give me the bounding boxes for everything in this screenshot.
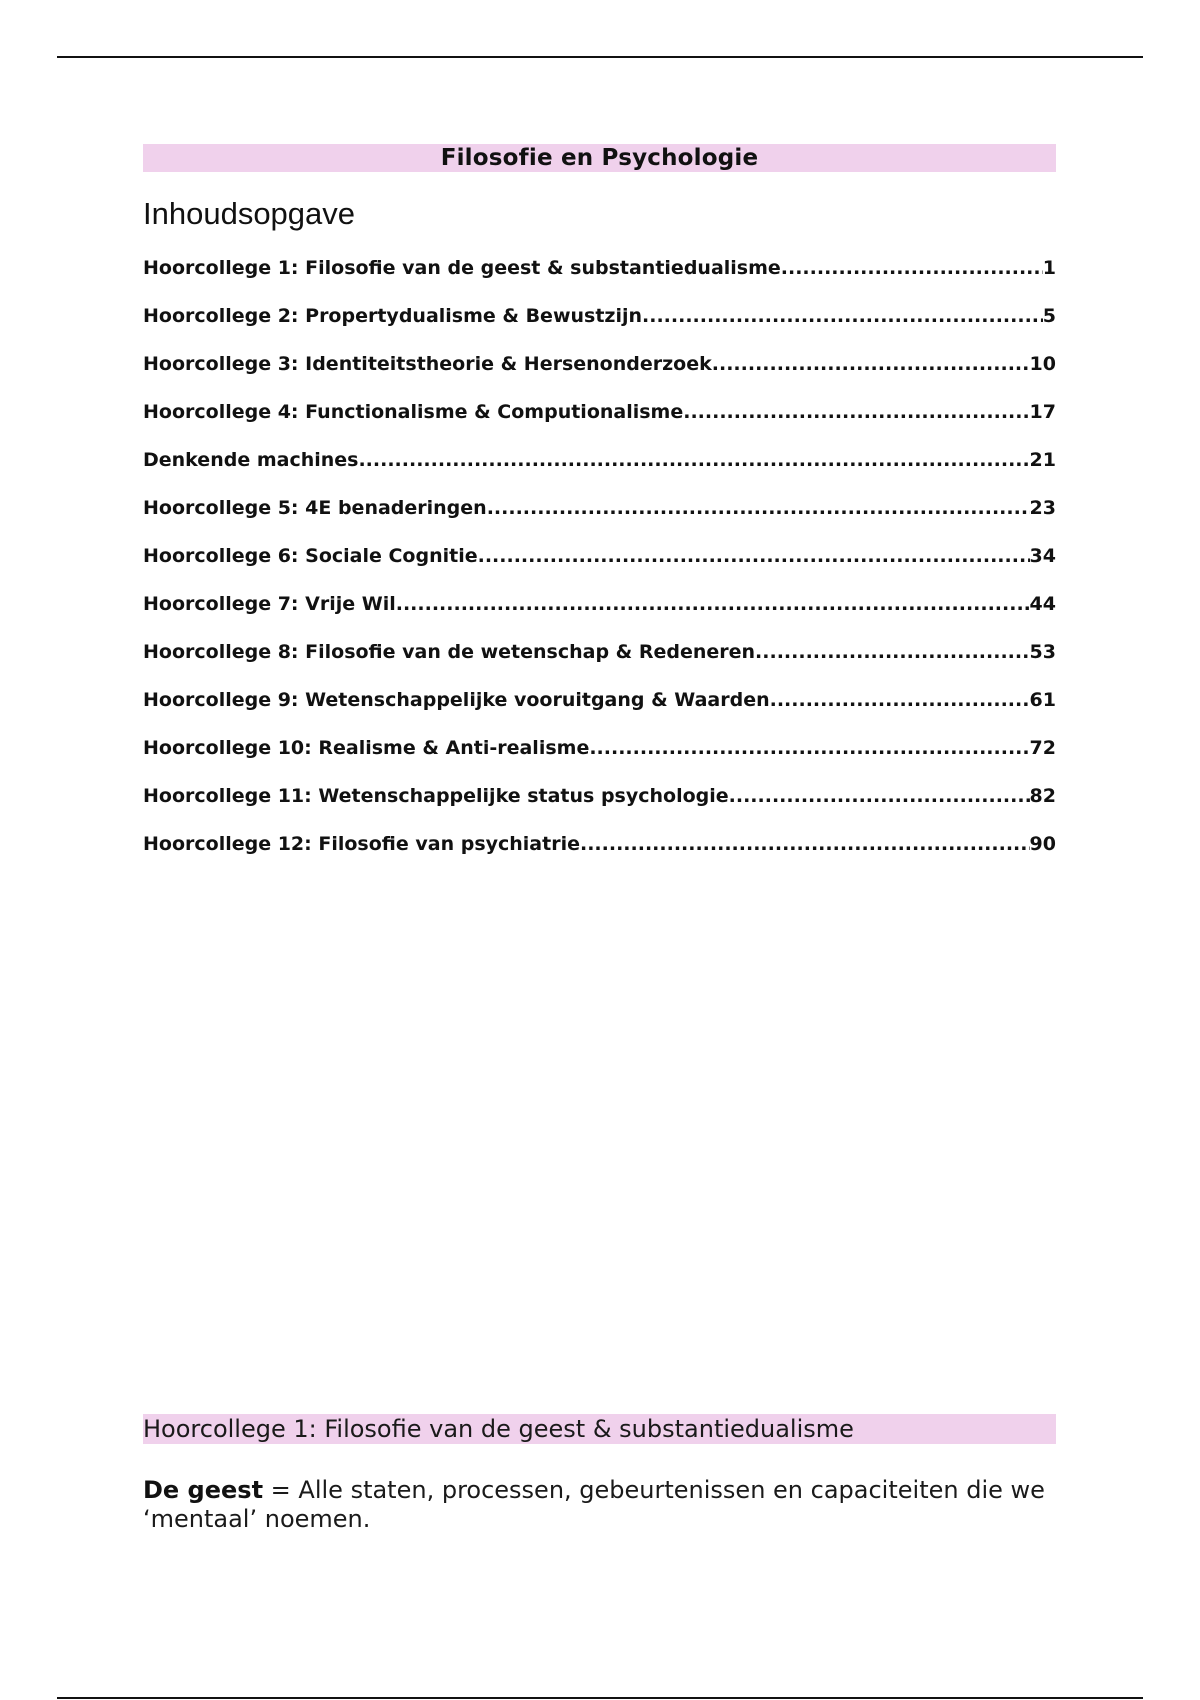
toc-entry[interactable] <box>143 396 1056 444</box>
footer-rule <box>57 1697 1143 1699</box>
toc-entry-title: Hoorcollege 5: 4E benaderingen <box>143 497 487 519</box>
toc-entry[interactable] <box>143 732 1056 780</box>
toc-entry-page: 1 <box>1042 257 1056 279</box>
toc-dot-leader <box>487 492 1030 524</box>
toc-entry-title: Hoorcollege 3: Identiteitstheorie & Hersenonderzoek <box>143 353 712 375</box>
toc-entry-page: 61 <box>1029 689 1056 711</box>
toc-dot-leader <box>729 780 1030 812</box>
toc-entry[interactable] <box>143 444 1056 492</box>
toc-entry-title: Hoorcollege 12: Filosofie van psychiatrie <box>143 833 580 855</box>
toc-dot-leader <box>589 732 1029 764</box>
toc-entry-title: Hoorcollege 1: Filosofie van de geest & substantiedualisme <box>143 257 781 279</box>
toc-dot-leader <box>683 396 1029 428</box>
toc-entry-title: Hoorcollege 7: Vrije Wil <box>143 593 396 615</box>
toc-entry-title: Hoorcollege 11: Wetenschappelijke status psychologie <box>143 785 729 807</box>
toc-dot-leader <box>755 636 1030 668</box>
toc-entry-page: 34 <box>1029 545 1056 567</box>
toc-entry-title: Hoorcollege 9: Wetenschappelijke vooruitgang & Waarden <box>143 689 770 711</box>
toc-entry-page: 53 <box>1029 641 1056 663</box>
table-of-contents <box>143 252 1056 876</box>
toc-entry[interactable] <box>143 588 1056 636</box>
toc-entry-title: Hoorcollege 2: Propertydualisme & Bewustzijn <box>143 305 643 327</box>
toc-entry-page: 10 <box>1029 353 1056 375</box>
header-rule <box>57 56 1143 58</box>
toc-dot-leader <box>712 348 1030 380</box>
toc-dot-leader <box>770 684 1030 716</box>
section-heading: Hoorcollege 1: Filosofie van de geest & substantiedualisme <box>143 1414 1056 1444</box>
toc-entry[interactable] <box>143 348 1056 396</box>
toc-entry-title: Hoorcollege 10: Realisme & Anti-realisme <box>143 737 590 759</box>
toc-dot-leader <box>642 300 1043 332</box>
toc-entry-page: 82 <box>1029 785 1056 807</box>
toc-entry-page: 44 <box>1029 593 1056 615</box>
toc-entry-title: Hoorcollege 4: Functionalisme & Computionalisme <box>143 401 684 423</box>
toc-entry[interactable] <box>143 540 1056 588</box>
toc-entry[interactable] <box>143 492 1056 540</box>
toc-entry[interactable] <box>143 828 1056 876</box>
toc-dot-leader <box>580 828 1030 860</box>
toc-entry-title: Hoorcollege 6: Sociale Cognitie <box>143 545 478 567</box>
toc-entry[interactable] <box>143 780 1056 828</box>
toc-dot-leader <box>358 444 1029 476</box>
toc-entry-title: Denkende machines <box>143 449 359 471</box>
toc-entry-page: 17 <box>1029 401 1056 423</box>
toc-entry[interactable] <box>143 300 1056 348</box>
toc-entry-page: 72 <box>1029 737 1056 759</box>
toc-entry-page: 23 <box>1029 497 1056 519</box>
definition-text: = Alle staten, processen, gebeurtenissen en capaciteiten die we ‘mentaal’ noemen. <box>143 1476 1045 1533</box>
document-title: Filosofie en Psychologie <box>143 144 1056 172</box>
toc-entry[interactable] <box>143 684 1056 732</box>
toc-heading: Inhoudsopgave <box>143 196 356 231</box>
toc-entry-page: 90 <box>1029 833 1056 855</box>
toc-entry[interactable] <box>143 636 1056 684</box>
toc-entry[interactable] <box>143 252 1056 300</box>
toc-dot-leader <box>781 252 1043 284</box>
toc-entry-page: 21 <box>1029 449 1056 471</box>
definition-paragraph <box>143 1476 1056 1534</box>
toc-dot-leader <box>478 540 1030 572</box>
definition-term: De geest <box>143 1476 264 1504</box>
toc-entry-page: 5 <box>1042 305 1056 327</box>
toc-dot-leader <box>396 588 1030 620</box>
toc-entry-title: Hoorcollege 8: Filosofie van de wetenschap & Redeneren <box>143 641 756 663</box>
